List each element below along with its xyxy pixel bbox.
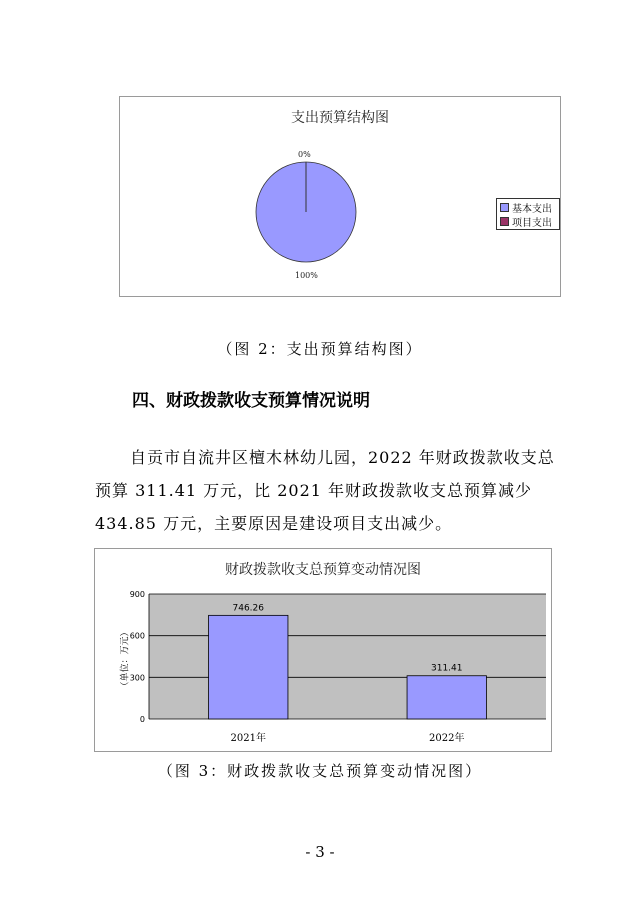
page-number: - 3 -	[305, 843, 335, 861]
legend-label-basic: 基本支出	[512, 203, 552, 215]
bar-category-label: 2022年	[429, 733, 465, 744]
bar-ytick-label: 900	[129, 590, 145, 599]
paragraph-line-1: 自贡市自流井区檀木林幼儿园，2022 年财政拨款收支总	[130, 448, 555, 467]
bar-data-label: 746.26	[232, 603, 264, 614]
bar-chart-title: 财政拨款收支总预算变动情况图	[225, 562, 421, 578]
figure-2-caption: （图 2：支出预算结构图）	[217, 340, 423, 358]
section-heading: 四、财政拨款收支预算情况说明	[132, 391, 370, 411]
paragraph-line-2: 预算 311.41 万元，比 2021 年财政拨款收支总预算减少	[95, 481, 533, 500]
pie-label-zero: 0%	[298, 150, 311, 159]
bar-category-label: 2021年	[230, 733, 266, 744]
bar-2021年	[209, 615, 288, 719]
pie-label-hundred: 100%	[295, 271, 318, 280]
paragraph-line-3: 434.85 万元，主要原因是建设项目支出减少。	[95, 514, 453, 533]
bar-data-label: 311.41	[431, 663, 463, 674]
bar-ytick-label: 300	[129, 673, 145, 683]
bar-2022年	[407, 676, 486, 719]
bar-chart-ylabel: （单位：万元）	[120, 627, 131, 691]
bar-ytick-label: 0	[139, 715, 145, 724]
bar-ytick-label: 600	[129, 631, 145, 641]
figure-3-caption: （图 3：财政拨款收支总预算变动情况图）	[157, 762, 483, 780]
pie-chart-title: 支出预算结构图	[291, 110, 389, 126]
legend-label-project: 项目支出	[512, 217, 552, 229]
